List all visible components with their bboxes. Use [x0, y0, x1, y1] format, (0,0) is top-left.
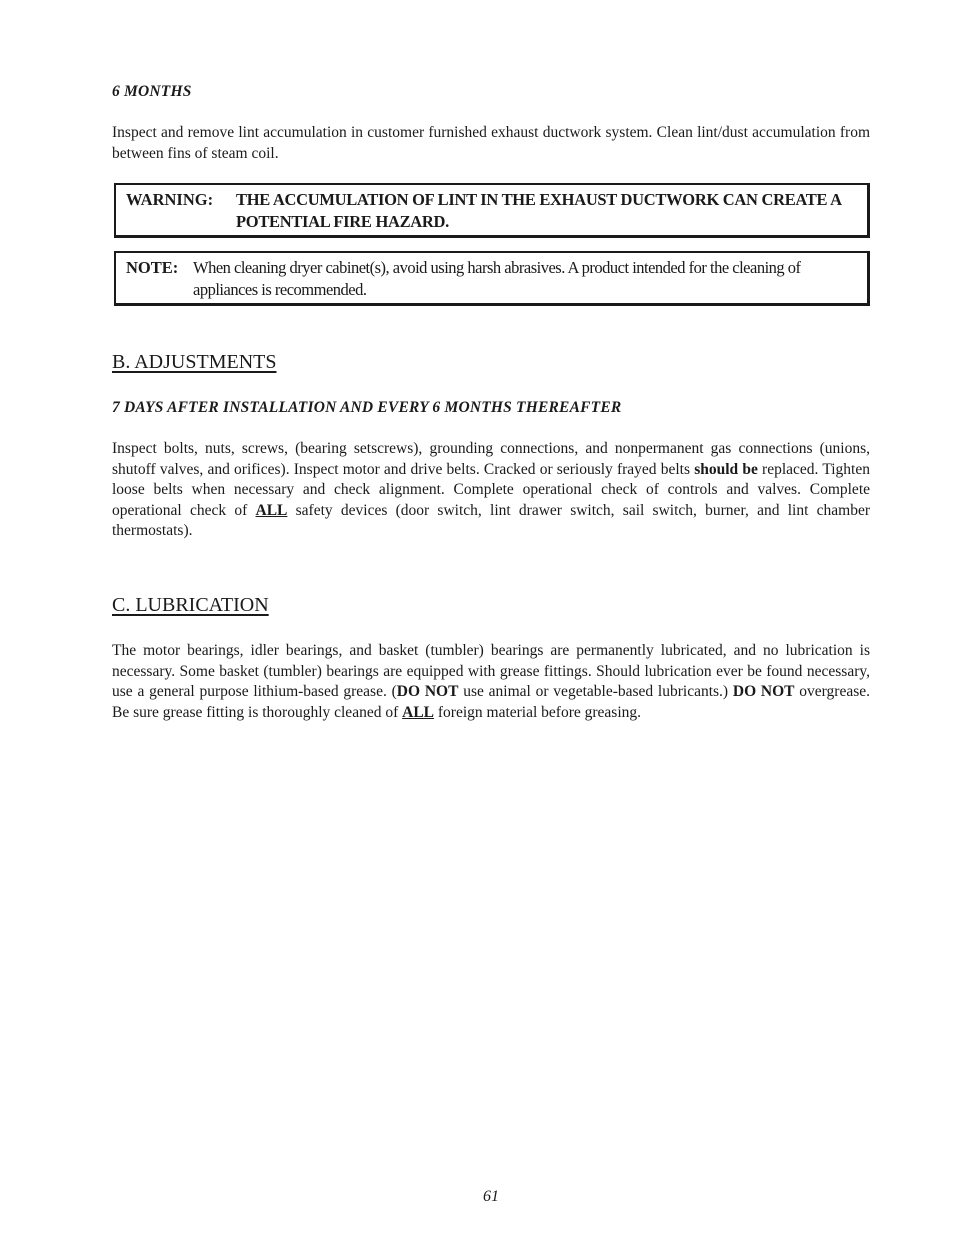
adjustments-subheading: 7 DAYS AFTER INSTALLATION AND EVERY 6 MONTHS THEREAFTER — [112, 399, 622, 416]
adjustments-title: B. ADJUSTMENTS — [112, 351, 277, 373]
page-number: 61 — [483, 1188, 499, 1205]
lubrication-paragraph — [112, 641, 870, 723]
six-months-paragraph: Inspect and remove lint accumulation in customer furnished exhaust ductwork system. Clean lint/dust accumulation from between fins of steam coil. — [112, 124, 870, 162]
adjustments-text-3: safety devices (door switch, lint drawer switch, sail switch, burner, and lint chamber thermostats). — [112, 501, 870, 539]
warning-text: THE ACCUMULATION OF LINT IN THE EXHAUST DUCTWORK CAN CREATE A POTENTIAL FIRE HAZARD. — [236, 190, 841, 231]
manual-page — [112, 0, 870, 1235]
note-text: When cleaning dryer cabinet(s), avoid using harsh abrasives. A product intended for the cleaning of appliances is recommended. — [193, 258, 801, 299]
note-box — [114, 251, 870, 306]
note-label: NOTE: — [126, 258, 179, 277]
lubrication-text-3: overgrease. Be sure grease fitting is thoroughly cleaned of — [112, 683, 871, 721]
warning-label: WARNING: — [126, 190, 214, 209]
warning-box — [114, 183, 870, 238]
lubrication-title: C. LUBRICATION — [112, 594, 269, 616]
lubrication-do-not-2: DO NOT — [732, 683, 795, 700]
adjustments-text-2: replaced. Tighten loose belts when necessary and check alignment. Complete operational check of controls and valves. Complete operational check of — [112, 460, 870, 519]
lubrication-text-2: use animal or vegetable-based lubricants.) — [458, 683, 733, 700]
lubrication-text-1: The motor bearings, idler bearings, and basket (tumbler) bearings are permanently lubricated, and no lubrication is necessary. Some basket (tumbler) bearings are equipped with grease fittings. Should lubrication ever be found necessary, use a general purpose lithium-based grease. ( — [112, 642, 870, 700]
lubrication-do-not-1: DO NOT — [396, 683, 459, 700]
lubrication-all-emphasis: ALL — [402, 703, 434, 721]
adjustments-all-emphasis: ALL — [255, 501, 288, 519]
adjustments-text-1: Inspect bolts, nuts, screws, (bearing setscrews), grounding connections, and nonpermanent gas connections (unions, shutoff valves, and orifices). Inspect motor and drive belts. Cracked or seriously frayed belts — [112, 440, 870, 478]
six-months-heading: 6 MONTHS — [112, 83, 192, 100]
lubrication-text-4: foreign material before greasing. — [434, 703, 642, 721]
adjustments-should-be: should be — [694, 460, 758, 478]
adjustments-paragraph — [112, 439, 870, 542]
